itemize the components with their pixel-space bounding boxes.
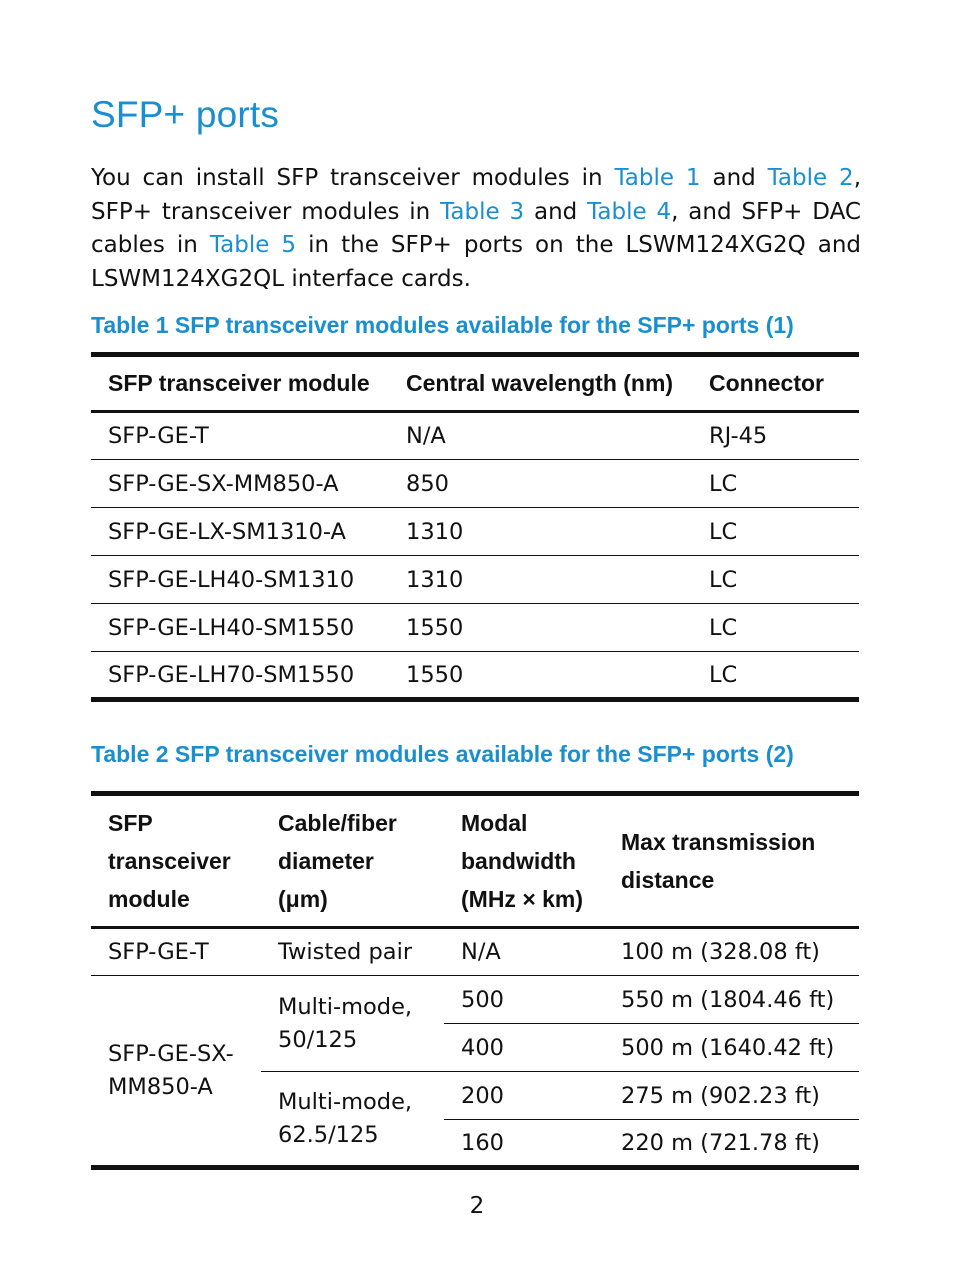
cell-module-merged: SFP-GE-SX- MM850-A xyxy=(91,976,261,1168)
cell: N/A xyxy=(406,423,446,449)
table1-caption: Table 1 SFP transceiver modules available for the SFP+ ports (1) xyxy=(91,312,794,338)
table-row xyxy=(91,652,859,700)
cell: 1550 xyxy=(406,661,464,688)
cell: 550 m (1804.46 ft) xyxy=(604,976,859,1024)
cell: 275 m (902.23 ft) xyxy=(604,1072,859,1120)
cell: SFP-GE-LX-SM1310-A xyxy=(108,518,346,545)
table-row xyxy=(91,508,859,556)
page-number: 2 xyxy=(469,1193,485,1219)
table-row xyxy=(91,928,859,976)
cell: 200 xyxy=(444,1072,604,1120)
table-row xyxy=(91,556,859,604)
cell: LC xyxy=(709,661,738,688)
cell: 1310 xyxy=(406,566,464,593)
col-header: Central wavelength (nm) xyxy=(406,370,674,396)
cell: 100 m (328.08 ft) xyxy=(621,939,820,965)
table-row xyxy=(91,460,859,508)
table-row xyxy=(91,976,859,1024)
table-header-row xyxy=(91,355,859,412)
link-table-1[interactable]: Table 1 xyxy=(614,165,701,191)
cell-cable-merged: Multi-mode, 50/125 xyxy=(261,976,444,1072)
col-header: Connector xyxy=(709,370,824,396)
cell: 160 xyxy=(444,1120,604,1168)
table-row xyxy=(91,604,859,652)
col-header: SFP transceiver module xyxy=(108,810,231,912)
cell: LC xyxy=(709,614,738,641)
cell-cable-merged: Multi-mode, 62.5/125 xyxy=(261,1072,444,1168)
cell: SFP-GE-T xyxy=(108,423,209,449)
col-header: SFP transceiver module xyxy=(108,370,370,396)
cell: 500 m (1640.42 ft) xyxy=(604,1024,859,1072)
link-table-5[interactable]: Table 5 xyxy=(209,232,297,258)
cell: LC xyxy=(709,518,738,545)
table2 xyxy=(91,791,859,1170)
col-header: Cable/fiber diameter (μm) xyxy=(278,810,397,912)
table-row xyxy=(91,412,859,460)
cell: SFP-GE-LH70-SM1550 xyxy=(108,661,355,688)
cell: SFP-GE-LH40-SM1310 xyxy=(108,566,355,593)
cell: 1550 xyxy=(406,614,464,641)
link-table-3[interactable]: Table 3 xyxy=(440,198,525,225)
table1 xyxy=(91,352,859,702)
cell: N/A xyxy=(461,939,501,965)
cell: LC xyxy=(709,470,738,497)
cell: 850 xyxy=(406,470,449,497)
table2-caption: Table 2 SFP transceiver modules available for the SFP+ ports (2) xyxy=(91,741,794,767)
col-header: Max transmission distance xyxy=(621,829,816,893)
intro-paragraph: You can install SFP transceiver modules in Table 1 and Table 2, SFP+ transceiver modules in Table 3 and Table 4, and SFP+ DAC cables in Table 5 in the SFP+ ports on the LSWM124XG2Q and LSWM124XG2QL interface cards. xyxy=(91,165,862,292)
table-header-row xyxy=(91,794,859,928)
cell: SFP-GE-T xyxy=(108,939,209,965)
cell: RJ-45 xyxy=(709,423,768,449)
cell: LC xyxy=(709,566,738,593)
cell: SFP-GE-SX-MM850-A xyxy=(108,470,339,497)
cell: 400 xyxy=(444,1024,604,1072)
link-table-2[interactable]: Table 2 xyxy=(767,165,854,191)
cell: 500 xyxy=(444,976,604,1024)
col-header: Modal bandwidth (MHz × km) xyxy=(461,810,584,912)
cell: 1310 xyxy=(406,518,464,545)
cell: SFP-GE-LH40-SM1550 xyxy=(108,614,355,641)
link-table-4[interactable]: Table 4 xyxy=(587,198,672,225)
cell: Twisted pair xyxy=(278,939,413,965)
cell: 220 m (721.78 ft) xyxy=(604,1120,859,1168)
page-title: SFP+ ports xyxy=(91,94,280,135)
